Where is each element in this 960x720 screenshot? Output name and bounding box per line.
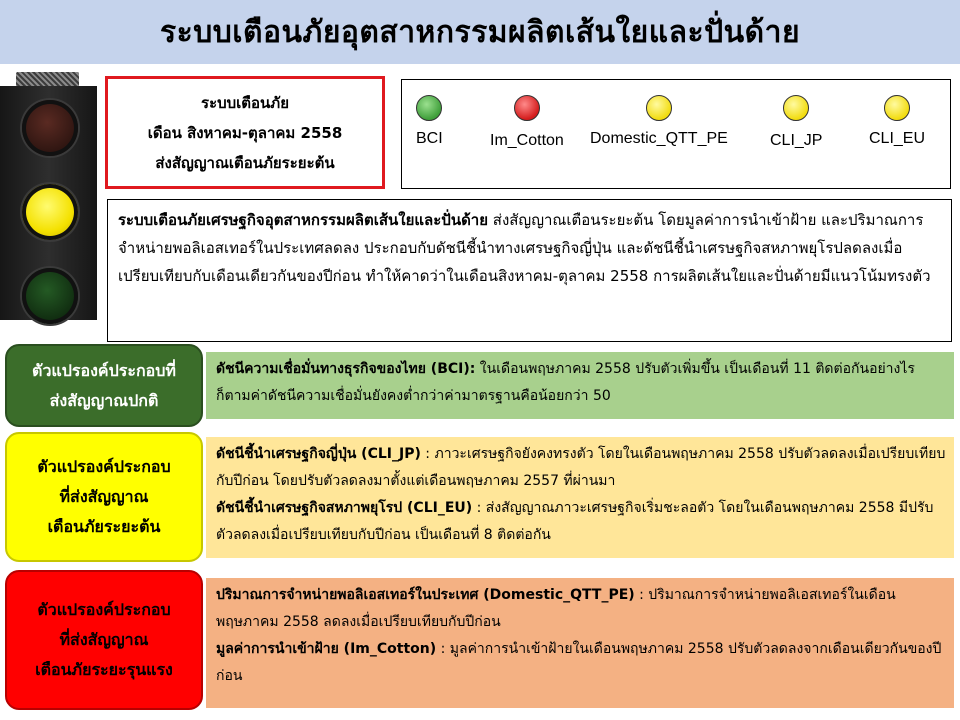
title-bar xyxy=(0,0,960,64)
traffic-light-icon xyxy=(0,72,97,320)
summary-text: ส่งสัญญาณเตือนระยะต้น โดยมูลค่าการนำเข้าฝ้าย และปริมาณการจำหน่ายพอลิเอสเทอร์ในประเทศลดลง ประกอบกับดัชนีชี้นำทางเศรษฐกิจญี่ปุ่น และดัชนีชี้นำเศรษฐกิจสหภาพยุโรปลดลงเมื่อเปรียบเทียบกับเดือนเดียวกันของปีก่อน ทำให้คาดว่าในเดือนสิงหาคม-ตุลาคม 2558 การผลิตเส้นใยและปั่นด้ายมีแนวโน้มทรงตัว xyxy=(118,211,931,285)
category-normal-line1: ตัวแปรองค์ประกอบที่ xyxy=(32,360,176,380)
yellow-status-icon xyxy=(646,95,672,121)
warning-box-line3: ส่งสัญญาณเตือนภัยระยะต้น xyxy=(155,153,335,172)
indicator-cli-eu xyxy=(869,95,925,148)
warning-box-line1: ระบบเตือนภัย xyxy=(201,93,289,112)
summary-paragraph xyxy=(107,199,952,342)
traffic-light-yellow-lamp xyxy=(22,184,78,240)
item-heading: ดัชนีความเชื่อมั่นทางธุรกิจของไทย (BCI): xyxy=(216,361,476,377)
item-text: : ภาวะเศรษฐกิจยังคงทรงตัว โดยในเดือนพฤษภาคม 2558 ปรับตัวลดลงเมื่อเปรียบเทียบกับปีก่อน โดยปรับตัวลดลงมาตั้งแต่เดือนพฤษภาคม 2557 ที่ผ่านมา xyxy=(216,446,946,489)
warning-box-line2: เดือน สิงหาคม-ตุลาคม 2558 xyxy=(147,123,343,142)
category-early-line1: ตัวแปรองค์ประกอบ xyxy=(37,457,171,476)
category-severe-label xyxy=(5,570,203,710)
traffic-light-red-lamp xyxy=(22,100,78,156)
indicator-cli-jp xyxy=(770,95,822,150)
item-heading: มูลค่าการนำเข้าฝ้าย (Im_Cotton) xyxy=(216,641,437,657)
indicator-im-cotton xyxy=(490,95,564,150)
category-normal-line2: ส่งสัญญาณปกติ xyxy=(49,390,159,410)
item-text: : ปริมาณการจำหน่ายพอลิเอสเทอร์ในเดือนพฤษภาคม 2558 ลดลงเมื่อเปรียบเทียบกับปีก่อน xyxy=(216,587,896,630)
list-item xyxy=(216,495,946,549)
indicator-domestic-qtt-pe xyxy=(590,95,728,148)
green-status-icon xyxy=(416,95,442,121)
category-early-line3: เตือนภัยระยะต้น xyxy=(47,517,161,536)
category-severe-line1: ตัวแปรองค์ประกอบ xyxy=(37,600,171,619)
category-early-label xyxy=(5,432,203,562)
item-heading: ดัชนีชี้นำเศรษฐกิจสหภาพยุโรป (CLI_EU) xyxy=(216,500,473,516)
indicator-label: Domestic_QTT_PE xyxy=(590,130,728,147)
item-text: ในเดือนพฤษภาคม 2558 ปรับตัวเพิ่มขึ้น เป็นเดือนที่ 11 ติดต่อกันอย่างไรก็ตามค่าดัชนีความเชื่อมั่นยังคงต่ำกว่าค่ามาตรฐานคือน้อยกว่า 50 xyxy=(216,361,915,404)
traffic-light-green-lamp xyxy=(22,268,78,324)
category-severe-line3: เตือนภัยระยะรุนแรง xyxy=(35,660,173,679)
indicator-label: Im_Cotton xyxy=(490,132,564,149)
page-title: ระบบเตือนภัยอุตสาหกรรมผลิตเส้นใยและปั่นด้าย xyxy=(159,14,801,50)
indicator-legend xyxy=(401,79,951,189)
category-normal-panel xyxy=(206,352,954,419)
yellow-status-icon xyxy=(783,95,809,121)
category-severe-line2: ที่ส่งสัญญาณ xyxy=(59,630,149,649)
category-normal-label xyxy=(5,344,203,427)
category-early-line2: ที่ส่งสัญญาณ xyxy=(59,487,149,506)
summary-lead: ระบบเตือนภัยเศรษฐกิจอุตสาหกรรมผลิตเส้นใยและปั่นด้าย xyxy=(118,211,489,229)
indicator-label: BCI xyxy=(416,130,443,147)
red-status-icon xyxy=(514,95,540,121)
category-severe-panel xyxy=(206,578,954,708)
item-text: : ส่งสัญญาณภาวะเศรษฐกิจเริ่มชะลอตัว โดยในเดือนพฤษภาคม 2558 มีปรับตัวลดลงเมื่อเปรียบเทียบกับปีก่อน เป็นเดือนที่ 8 ติดต่อกัน xyxy=(216,500,934,543)
indicator-label: CLI_EU xyxy=(869,130,926,147)
item-heading: ปริมาณการจำหน่ายพอลิเอสเทอร์ในประเทศ (Domestic_QTT_PE) xyxy=(216,587,635,603)
item-text: : มูลค่าการนำเข้าฝ้ายในเดือนพฤษภาคม 2558 ปรับตัวลดลงจากเดือนเดียวกันของปีก่อน xyxy=(216,641,942,684)
list-item xyxy=(216,582,946,636)
warning-status-box xyxy=(105,76,385,189)
indicator-bci xyxy=(416,95,443,148)
yellow-status-icon xyxy=(884,95,910,121)
category-early-panel xyxy=(206,437,954,558)
item-heading: ดัชนีชี้นำเศรษฐกิจญี่ปุ่น (CLI_JP) xyxy=(216,446,421,462)
list-item xyxy=(216,441,946,495)
list-item xyxy=(216,636,946,690)
indicator-label: CLI_JP xyxy=(770,132,823,149)
